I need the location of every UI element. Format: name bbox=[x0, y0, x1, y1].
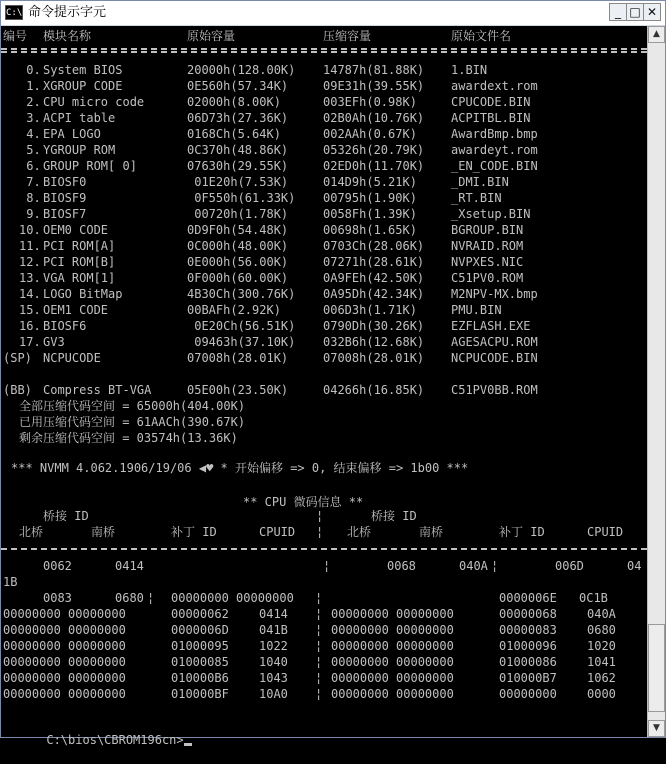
module-name: NCPUCODE bbox=[43, 351, 101, 365]
used-space-line: 已用压缩代码空间 = 61AACh(390.67K) bbox=[19, 415, 246, 429]
module-filename: _RT.BIN bbox=[451, 191, 502, 205]
left-cpuid: 10A0 bbox=[259, 687, 288, 701]
module-index: 7. bbox=[19, 175, 41, 189]
column-separator: ¦ bbox=[316, 525, 324, 539]
module-filename: NVPXES.NIC bbox=[451, 255, 524, 269]
module-compressed-size: 014D9h(5.21K) bbox=[323, 175, 417, 189]
bridge-north-2: 0068 bbox=[387, 559, 416, 573]
module-filename: _Xsetup.BIN bbox=[451, 207, 531, 221]
module-index: 5. bbox=[19, 143, 41, 157]
free-space-line: 剩余压缩代码空间 = 03574h(13.36K) bbox=[19, 431, 238, 445]
module-name: OEM0 CODE bbox=[43, 223, 109, 237]
module-index: 10. bbox=[19, 223, 41, 237]
module-original-size: 0E560h(57.34K) bbox=[187, 79, 289, 93]
module-filename: BGROUP.BIN bbox=[451, 223, 524, 237]
module-name: EPA LOGO bbox=[43, 127, 101, 141]
module-index: 11. bbox=[19, 239, 41, 253]
module-compressed-size: 032B6h(12.68K) bbox=[323, 335, 425, 349]
module-filename: C51PV0.ROM bbox=[451, 271, 524, 285]
module-compressed-size: 09E31h(39.55K) bbox=[323, 79, 425, 93]
left-bridge-id-label: 桥接 ID bbox=[43, 509, 89, 523]
module-compressed-size: 05326h(20.79K) bbox=[323, 143, 425, 157]
module-filename: awardeyt.rom bbox=[451, 143, 538, 157]
bb-index: (BB) bbox=[3, 383, 32, 397]
wrapped-text: 1B bbox=[3, 575, 18, 589]
column-separator: ¦ bbox=[315, 623, 323, 637]
module-original-size: 0E20Ch(56.51K) bbox=[187, 319, 296, 333]
module-compressed-size: 02ED0h(11.70K) bbox=[323, 159, 425, 173]
right-bridge-id-label: 桥接 ID bbox=[371, 509, 417, 523]
module-original-size: 0D9F0h(54.48K) bbox=[187, 223, 289, 237]
module-compressed-size: 0A95Dh(42.34K) bbox=[323, 287, 425, 301]
window-title: 命令提示字元 bbox=[28, 5, 107, 20]
maximize-button[interactable]: □ bbox=[626, 3, 644, 21]
scroll-up-arrow-icon[interactable]: ▲ bbox=[648, 26, 665, 43]
module-name: BIOSF6 bbox=[43, 319, 87, 333]
prompt-text: C:\bios\CBROM196cn> bbox=[46, 733, 184, 747]
module-index: 14. bbox=[19, 287, 41, 301]
module-original-size: 07630h(29.55K) bbox=[187, 159, 289, 173]
module-original-size: 01E20h(7.53K) bbox=[187, 175, 289, 189]
column-separator: ¦ bbox=[315, 607, 323, 621]
right-cpuid-label: CPUID bbox=[587, 525, 624, 539]
bb-row bbox=[1, 382, 538, 398]
command-prompt[interactable] bbox=[3, 716, 192, 747]
module-index: 0. bbox=[19, 63, 41, 77]
console-output[interactable] bbox=[1, 26, 647, 747]
left-bridge-ids: 00000000 00000000 bbox=[3, 655, 126, 669]
column-separator: ¦ bbox=[147, 591, 155, 605]
bridge-south-4: 0680 bbox=[115, 591, 144, 605]
bridge-south-3: 04 bbox=[627, 559, 642, 573]
microcode-group-header bbox=[1, 508, 417, 524]
module-filename: awardext.rom bbox=[451, 79, 538, 93]
right-patch-id: 00000000 bbox=[499, 687, 557, 701]
column-separator: ¦ bbox=[315, 687, 323, 701]
module-compressed-size: 006D3h(1.71K) bbox=[323, 303, 417, 317]
right-patch-id: 00000083 bbox=[499, 623, 557, 637]
header-index: 编号 bbox=[3, 29, 28, 43]
header-divider-double bbox=[1, 51, 647, 53]
module-index: 4. bbox=[19, 127, 41, 141]
right-cpuid: 040A bbox=[587, 607, 616, 621]
right-bridge-ids: 00000000 00000000 bbox=[331, 687, 454, 701]
module-compressed-size: 0058Fh(1.39K) bbox=[323, 207, 417, 221]
microcode-title: ** CPU 微码信息 ** bbox=[243, 495, 364, 509]
column-separator: ¦ bbox=[315, 591, 323, 605]
left-patch-id: 010000B6 bbox=[171, 671, 229, 685]
scrollbar-thumb[interactable] bbox=[648, 624, 665, 712]
bridge-id-row bbox=[1, 558, 642, 574]
left-bridge-ids: 00000000 00000000 bbox=[3, 623, 126, 637]
column-separator: ¦ bbox=[491, 559, 499, 573]
module-name: YGROUP ROM bbox=[43, 143, 116, 157]
microcode-column-header bbox=[1, 524, 624, 540]
module-name: VGA ROM[1] bbox=[43, 271, 116, 285]
module-filename: M2NPV-MX.bmp bbox=[451, 287, 538, 301]
scroll-down-arrow-icon[interactable]: ▼ bbox=[648, 720, 665, 737]
left-bridge-ids: 00000000 00000000 bbox=[3, 607, 126, 621]
module-filename: AGESACPU.ROM bbox=[451, 335, 538, 349]
bridge-patch-5: 0000006E bbox=[499, 591, 557, 605]
bridge-north-4: 0083 bbox=[43, 591, 72, 605]
module-filename: NCPUCODE.BIN bbox=[451, 351, 538, 365]
module-name: System BIOS bbox=[43, 63, 123, 77]
header-original-filename: 原始文件名 bbox=[451, 29, 512, 43]
module-name: ACPI table bbox=[43, 111, 116, 125]
module-name: XGROUP CODE bbox=[43, 79, 123, 93]
module-name: BIOSF0 bbox=[43, 175, 87, 189]
bridge-north-3: 006D bbox=[555, 559, 584, 573]
module-name: PCI ROM[A] bbox=[43, 239, 116, 253]
module-name: CPU micro code bbox=[43, 95, 145, 109]
bridge-cpuid-5: 0C1B bbox=[579, 591, 608, 605]
minimize-button[interactable]: _ bbox=[609, 3, 627, 21]
module-original-size: 0F550h(61.33K) bbox=[187, 191, 296, 205]
module-name: BIOSF9 bbox=[43, 191, 87, 205]
module-index: 17. bbox=[19, 335, 41, 349]
bb-filename: C51PV0BB.ROM bbox=[451, 383, 538, 397]
module-filename: CPUCODE.BIN bbox=[451, 95, 531, 109]
module-index: 15. bbox=[19, 303, 41, 317]
module-filename: 1.BIN bbox=[451, 63, 488, 77]
bb-original-size: 05E00h(23.50K) bbox=[187, 383, 289, 397]
left-cpuid: 0414 bbox=[259, 607, 288, 621]
left-cpuid: 041B bbox=[259, 623, 288, 637]
module-original-size: 00BAFh(2.92K) bbox=[187, 303, 281, 317]
module-original-size: 06D73h(27.36K) bbox=[187, 111, 289, 125]
module-index: 12. bbox=[19, 255, 41, 269]
column-separator: ¦ bbox=[315, 639, 323, 653]
column-separator: ¦ bbox=[323, 559, 331, 573]
column-separator: ¦ bbox=[315, 671, 323, 685]
module-name: BIOSF7 bbox=[43, 207, 87, 221]
module-original-size: 07008h(28.01K) bbox=[187, 351, 289, 365]
module-filename: _DMI.BIN bbox=[451, 175, 509, 189]
right-cpuid: 1020 bbox=[587, 639, 616, 653]
left-cpuid: 1043 bbox=[259, 671, 288, 685]
module-original-size: 0C000h(48.00K) bbox=[187, 239, 289, 253]
version-offset-line: *** NVMM 4.062.1906/19/06 ◀♥ * 开始偏移 => 0, 结束偏移 => 1b00 *** bbox=[11, 461, 469, 475]
module-filename: NVRAID.ROM bbox=[451, 239, 524, 253]
right-bridge-ids: 00000000 00000000 bbox=[331, 639, 454, 653]
header-original-size: 原始容量 bbox=[187, 29, 236, 43]
module-compressed-size: 00698h(1.65K) bbox=[323, 223, 417, 237]
header-divider bbox=[1, 48, 647, 50]
right-bridge-ids: 00000000 00000000 bbox=[331, 671, 454, 685]
module-index: 13. bbox=[19, 271, 41, 285]
bridge-zero-pair: 00000000 00000000 bbox=[171, 591, 294, 605]
vertical-scrollbar[interactable] bbox=[647, 26, 665, 737]
close-button[interactable]: ✕ bbox=[643, 3, 661, 21]
total-space-line: 全部压缩代码空间 = 65000h(404.00K) bbox=[19, 399, 246, 413]
module-filename: AwardBmp.bmp bbox=[451, 127, 538, 141]
right-cpuid: 1041 bbox=[587, 655, 616, 669]
module-name: OEM1 CODE bbox=[43, 303, 109, 317]
column-separator: ¦ bbox=[315, 655, 323, 669]
module-filename: _EN_CODE.BIN bbox=[451, 159, 538, 173]
bridge-south-2: 040A bbox=[459, 559, 488, 573]
left-patch-id: 01000085 bbox=[171, 655, 229, 669]
right-patch-label: 补丁 ID bbox=[499, 525, 545, 539]
right-north-label: 北桥 bbox=[347, 525, 372, 539]
module-filename: PMU.BIN bbox=[451, 303, 502, 317]
module-index: 6. bbox=[19, 159, 41, 173]
module-compressed-size: 07271h(28.61K) bbox=[323, 255, 425, 269]
module-index: 9. bbox=[19, 207, 41, 221]
module-compressed-size: 003EFh(0.98K) bbox=[323, 95, 417, 109]
column-separator: ¦ bbox=[316, 509, 324, 523]
bb-compressed-size: 04266h(16.85K) bbox=[323, 383, 425, 397]
bridge-id-row-2 bbox=[1, 590, 608, 606]
right-cpuid: 0000 bbox=[587, 687, 616, 701]
left-bridge-ids: 00000000 00000000 bbox=[3, 671, 126, 685]
right-cpuid: 1062 bbox=[587, 671, 616, 685]
module-filename: ACPITBL.BIN bbox=[451, 111, 531, 125]
module-original-size: 20000h(128.00K) bbox=[187, 63, 296, 77]
module-compressed-size: 14787h(81.88K) bbox=[323, 63, 425, 77]
module-original-size: 0F000h(60.00K) bbox=[187, 271, 289, 285]
module-index: 1. bbox=[19, 79, 41, 93]
module-compressed-size: 07008h(28.01K) bbox=[323, 351, 425, 365]
bridge-north-1: 0062 bbox=[43, 559, 72, 573]
left-bridge-ids: 00000000 00000000 bbox=[3, 687, 126, 701]
module-table-header bbox=[1, 28, 512, 44]
console-app-icon[interactable]: C:\ bbox=[5, 5, 23, 20]
module-index: 8. bbox=[19, 191, 41, 205]
left-south-label: 南桥 bbox=[91, 525, 116, 539]
module-compressed-size: 00795h(1.90K) bbox=[323, 191, 417, 205]
right-patch-id: 01000086 bbox=[499, 655, 557, 669]
header-module-name: 模块名称 bbox=[43, 29, 92, 43]
left-cpuid: 1022 bbox=[259, 639, 288, 653]
module-compressed-size: 0703Ch(28.06K) bbox=[323, 239, 425, 253]
right-bridge-ids: 00000000 00000000 bbox=[331, 607, 454, 621]
module-compressed-size: 02B0Ah(10.76K) bbox=[323, 111, 425, 125]
module-filename: EZFLASH.EXE bbox=[451, 319, 531, 333]
right-patch-id: 01000096 bbox=[499, 639, 557, 653]
module-compressed-size: 002AAh(0.67K) bbox=[323, 127, 417, 141]
module-original-size: 00720h(1.78K) bbox=[187, 207, 289, 221]
left-north-label: 北桥 bbox=[19, 525, 44, 539]
module-original-size: 02000h(8.00K) bbox=[187, 95, 281, 109]
bb-module-name: Compress BT-VGA bbox=[43, 383, 152, 397]
module-original-size: 0168Ch(5.64K) bbox=[187, 127, 281, 141]
bridge-south-1: 0414 bbox=[115, 559, 144, 573]
left-patch-id: 0000006D bbox=[171, 623, 229, 637]
left-patch-id: 00000062 bbox=[171, 607, 229, 621]
module-compressed-size: 0A9FEh(42.50K) bbox=[323, 271, 425, 285]
left-patch-id: 010000BF bbox=[171, 687, 229, 701]
module-index: 3. bbox=[19, 111, 41, 125]
microcode-divider bbox=[1, 548, 647, 550]
module-name: GV3 bbox=[43, 335, 65, 349]
text-cursor bbox=[184, 743, 192, 746]
module-original-size: 0C370h(48.86K) bbox=[187, 143, 289, 157]
module-name: PCI ROM[B] bbox=[43, 255, 116, 269]
module-compressed-size: 0790Dh(30.26K) bbox=[323, 319, 425, 333]
module-index: (SP) bbox=[3, 351, 32, 365]
left-patch-label: 补丁 ID bbox=[171, 525, 217, 539]
right-cpuid: 0680 bbox=[587, 623, 616, 637]
module-original-size: 4B30Ch(300.76K) bbox=[187, 287, 296, 301]
right-bridge-ids: 00000000 00000000 bbox=[331, 623, 454, 637]
module-index: 16. bbox=[19, 319, 41, 333]
right-patch-id: 00000068 bbox=[499, 607, 557, 621]
left-cpuid: 1040 bbox=[259, 655, 288, 669]
left-bridge-ids: 00000000 00000000 bbox=[3, 639, 126, 653]
title-bar[interactable] bbox=[1, 1, 665, 26]
module-original-size: 09463h(37.10K) bbox=[187, 335, 296, 349]
header-compressed-size: 压缩容量 bbox=[323, 29, 372, 43]
module-name: LOGO BitMap bbox=[43, 287, 123, 301]
module-original-size: 0E000h(56.00K) bbox=[187, 255, 289, 269]
right-bridge-ids: 00000000 00000000 bbox=[331, 655, 454, 669]
left-cpuid-label: CPUID bbox=[259, 525, 296, 539]
right-patch-id: 010000B7 bbox=[499, 671, 557, 685]
left-patch-id: 01000095 bbox=[171, 639, 229, 653]
module-index: 2. bbox=[19, 95, 41, 109]
module-name: GROUP ROM[ 0] bbox=[43, 159, 137, 173]
right-south-label: 南桥 bbox=[419, 525, 444, 539]
